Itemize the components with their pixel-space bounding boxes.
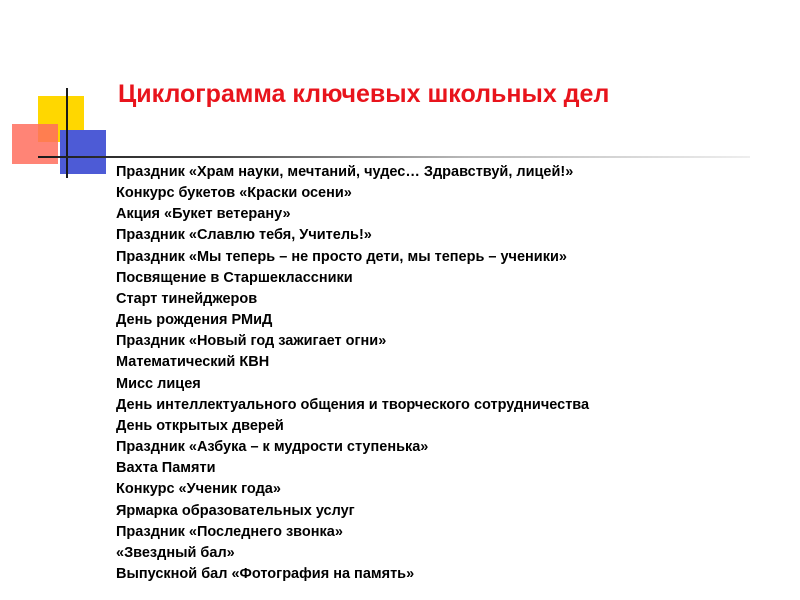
list-item: Конкурс букетов «Краски осени» [116,185,352,202]
list-item: Выпускной бал «Фотография на память» [116,565,415,582]
list-item: Конкурс «Ученик года» [116,481,281,498]
title-underline-divider [38,156,750,158]
list-item: Праздник «Последнего звонка» [116,523,343,540]
red-square-decoration [12,124,58,164]
list-item: Старт тинейджеров [116,290,258,307]
vertical-line-decoration [66,88,68,178]
list-item: Праздник «Храм науки, мечтаний, чудес… Здравствуй, лицей!» [116,164,574,180]
list-item: Акция «Букет ветерану» [116,206,291,223]
decorative-logo-block [0,0,120,200]
list-item: Праздник «Мы теперь – не просто дети, мы теперь – ученики» [116,248,567,265]
events-list [116,162,786,585]
list-item: Праздник «Славлю тебя, Учитель!» [116,227,372,244]
list-item: Вахта Памяти [116,460,216,477]
list-item: День открытых дверей [116,417,284,434]
list-item: Праздник «Новый год зажигает огни» [116,333,387,350]
list-item: «Звездный бал» [116,544,235,561]
list-item: Математический КВН [116,354,270,371]
list-item: Мисс лицея [116,375,201,392]
list-item: День рождения РМиД [116,312,273,329]
list-item: Посвящение в Старшеклассники [116,269,353,286]
list-item: Праздник «Азбука – к мудрости ступенька» [116,439,429,456]
list-item: День интеллектуального общения и творческого сотрудничества [116,396,590,413]
slide-title: Циклограмма ключевых школьных дел [118,80,610,108]
list-item: Ярмарка образовательных услуг [116,502,355,519]
